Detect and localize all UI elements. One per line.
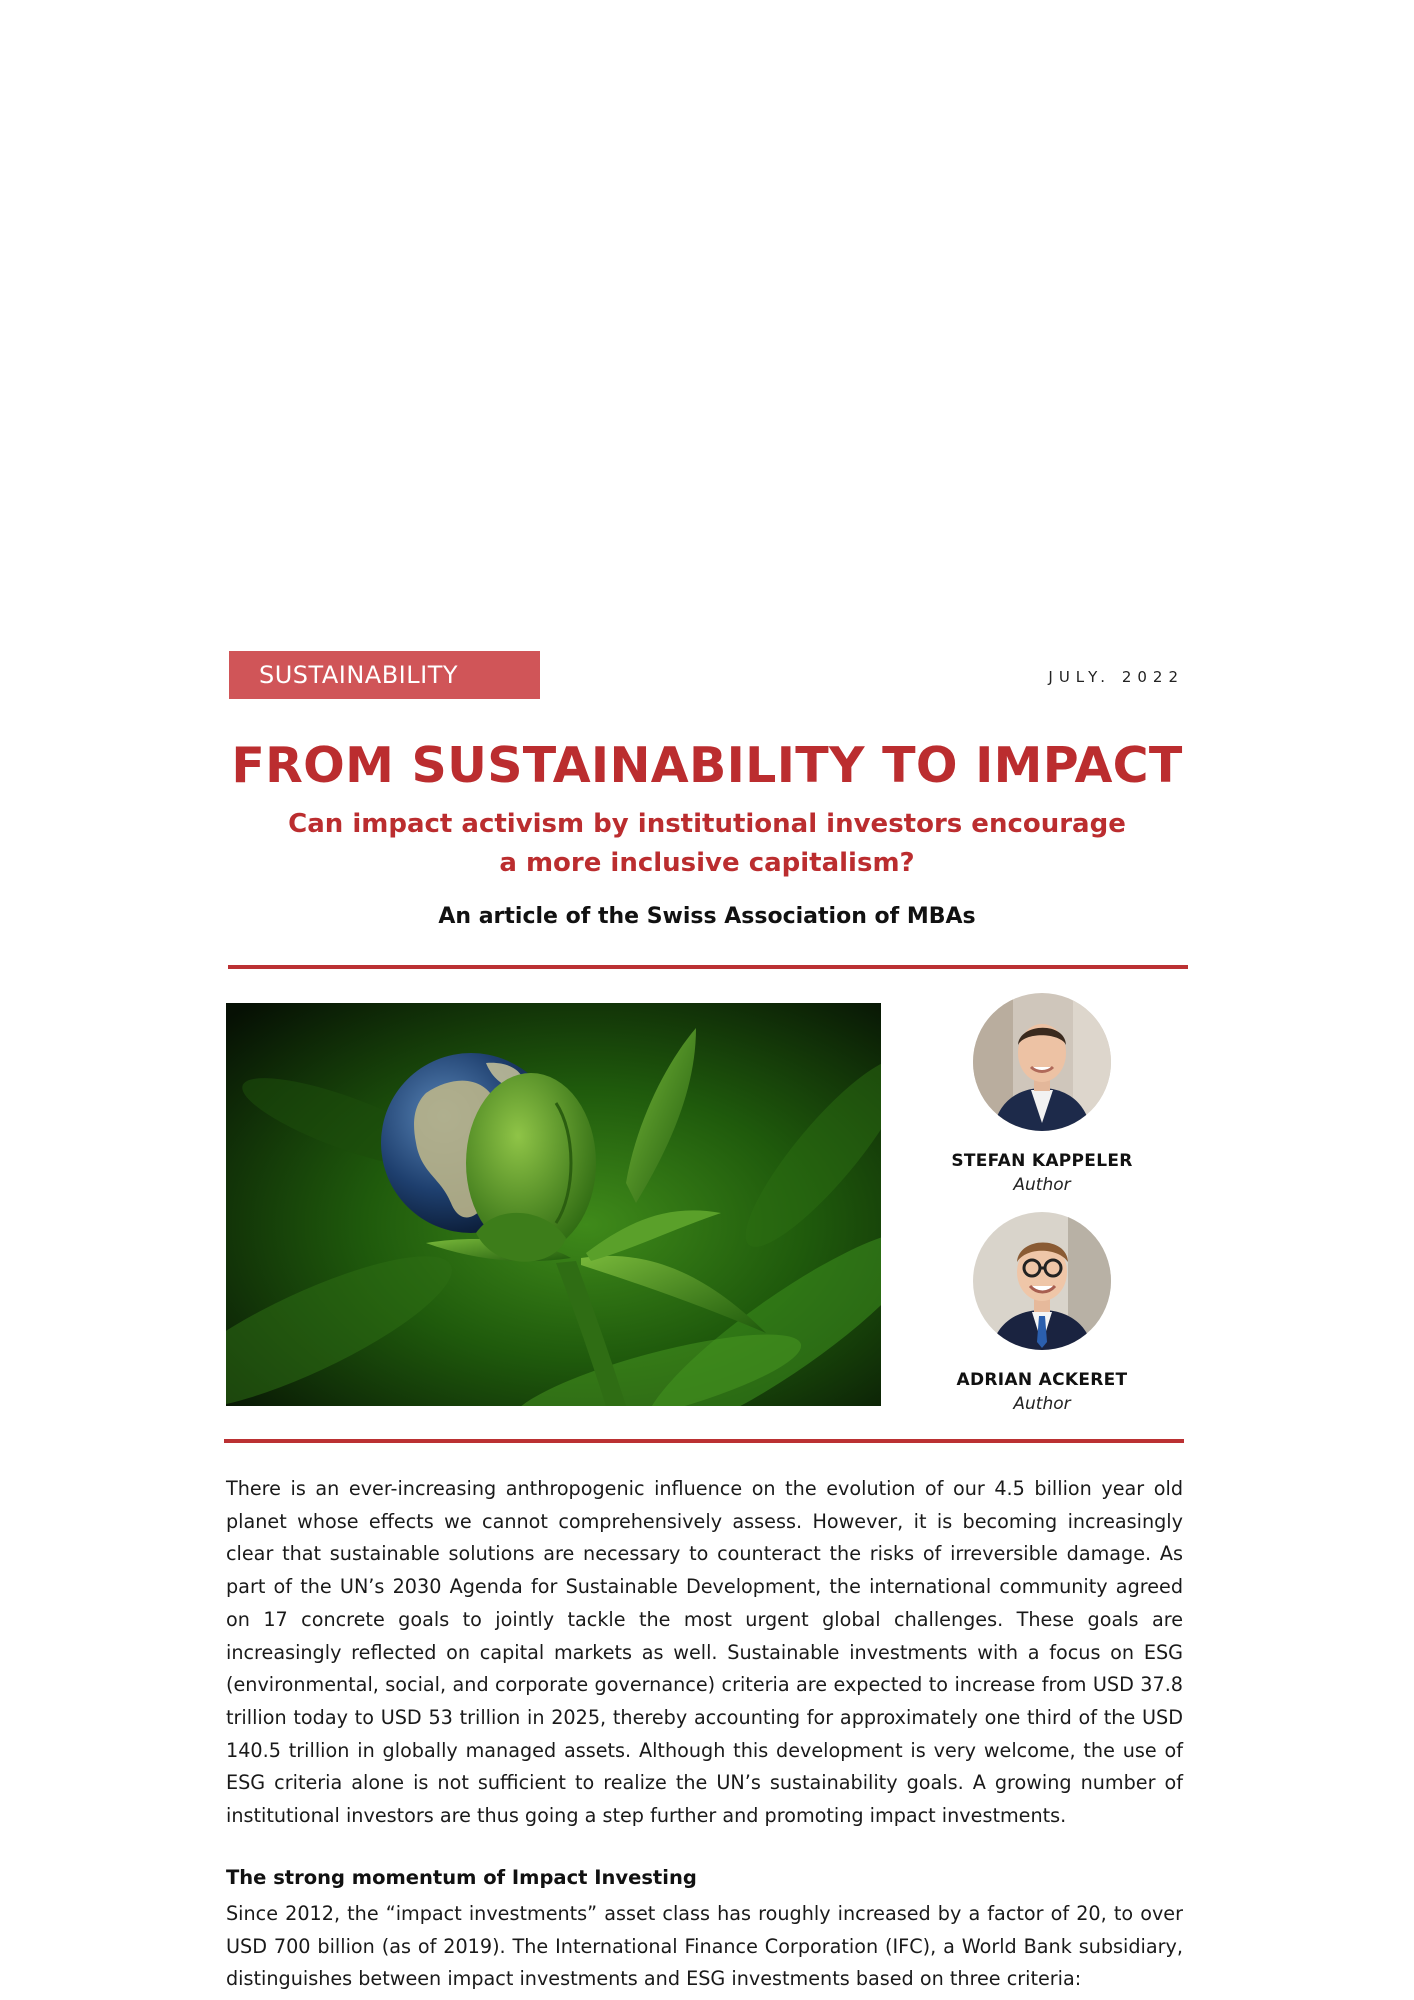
author-name: ADRIAN ACKERET	[956, 1370, 1128, 1390]
globe-bud-illustration	[226, 1003, 881, 1406]
author-name: STEFAN KAPPELER	[951, 1151, 1133, 1171]
category-tag	[229, 651, 540, 699]
author-card-1	[912, 993, 1172, 1195]
article-body-continued	[226, 1898, 1183, 1996]
category-tag-label: SUSTAINABILITY	[259, 661, 459, 689]
avatar	[973, 1212, 1111, 1350]
divider-bottom	[224, 1439, 1184, 1443]
avatar	[973, 993, 1111, 1131]
paragraph: Since 2012, the “impact investments” asset class has roughly increased by a factor of 20, to over USD 700 billion (as of 2019). The International Finance Corporation (IFC), a World Bank subsidiary, distinguishes between impact investments and ESG investments based on three criteria:	[226, 1902, 1183, 1991]
section-heading: The strong momentum of Impact Investing	[226, 1866, 697, 1889]
author-photo-2	[973, 1212, 1111, 1350]
hero-image	[226, 1003, 881, 1406]
article-subtitle: Can impact activism by institutional investors encourage a more inclusive capitalism?	[288, 809, 1126, 878]
publication-date: JULY. 2022	[1048, 668, 1184, 686]
article-title: FROM SUSTAINABILITY TO IMPACT	[231, 737, 1183, 794]
author-card-2	[912, 1212, 1172, 1414]
author-role: Author	[1013, 1394, 1071, 1414]
article-body	[226, 1473, 1183, 1833]
divider-top	[228, 965, 1188, 969]
author-photo-1	[973, 993, 1111, 1131]
author-role: Author	[1013, 1175, 1071, 1195]
article-byline: An article of the Swiss Association of MBAs	[438, 904, 976, 929]
paragraph: There is an ever-increasing anthropogenic influence on the evolution of our 4.5 billion year old planet whose effects we cannot comprehensively assess. However, it is becoming increasingly clear that sustainable solutions are necessary to counteract the risks of irreversible damage. As part of the UN’s 2030 Agenda for Sustainable Development, the international community agreed on 17 concrete goals to jointly tackle the most urgent global challenges. These goals are increasingly reflected on capital markets as well. Sustainable investments with a focus on ESG (environmental, social, and corporate governance) criteria are expected to increase from USD 37.8 trillion today to USD 53 trillion in 2025, thereby accounting for approximately one third of the USD 140.5 trillion in globally managed assets. Although this development is very welcome, the use of ESG criteria alone is not sufficient to realize the UN’s sustainability goals. A growing number of institutional investors are thus going a step further and promoting impact investments.	[226, 1477, 1183, 1828]
